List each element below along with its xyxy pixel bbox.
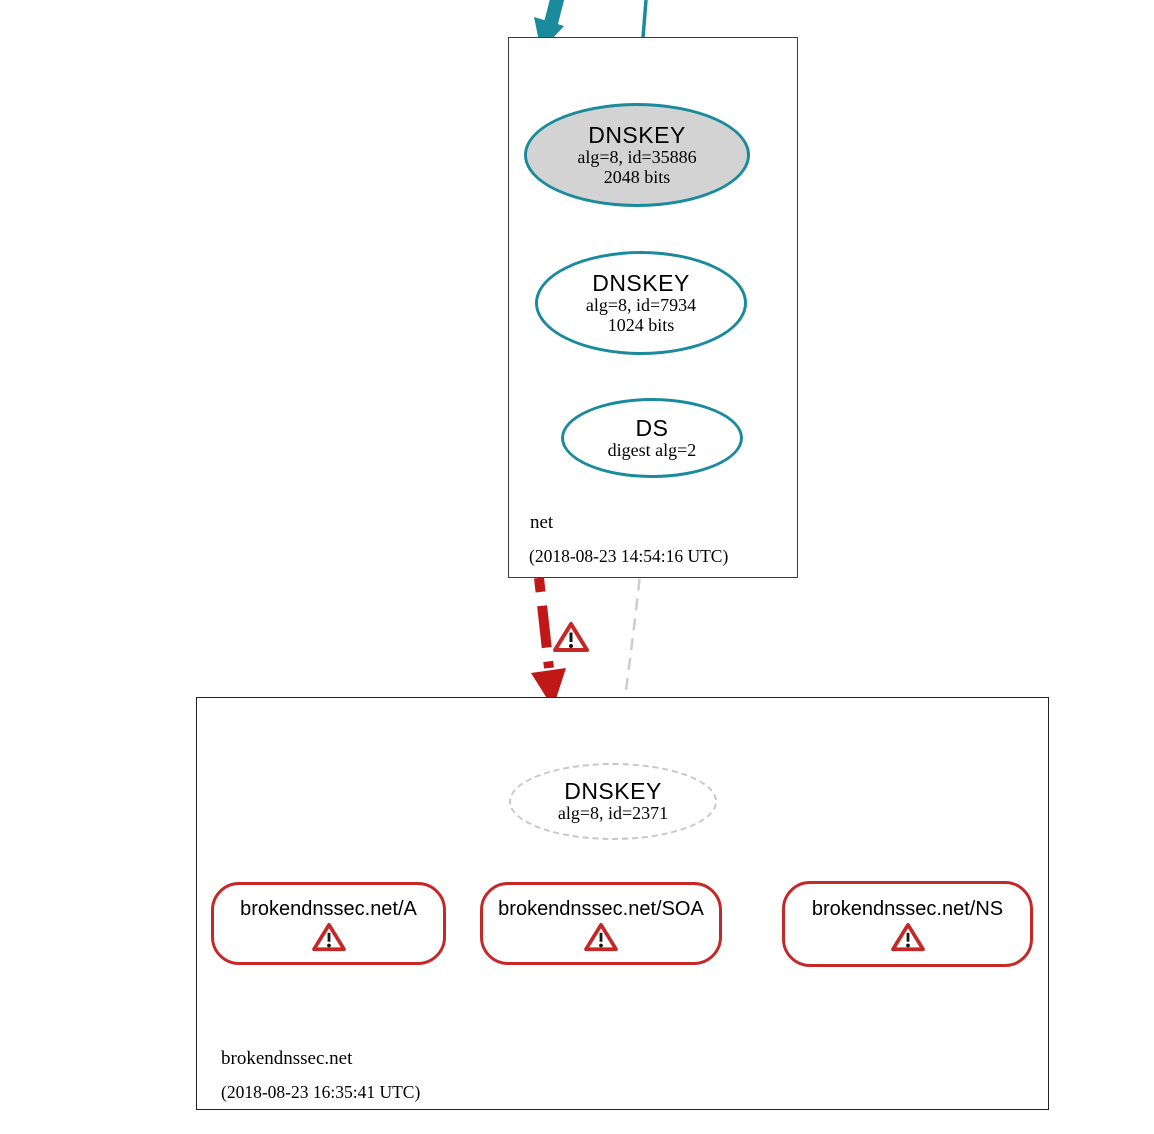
node-detail-bits: 1024 bits	[607, 315, 675, 336]
node-label: DS	[635, 414, 669, 441]
node-label: DNSKEY	[588, 121, 686, 148]
node-detail-alg: alg=8, id=7934	[585, 294, 697, 315]
node-detail-alg: alg=8, id=35886	[577, 146, 697, 167]
node-dnskey-2371[interactable]	[509, 763, 717, 840]
rrset-label: brokendnssec.net/A	[240, 897, 417, 920]
rrset-brokendnssec-net-ns[interactable]	[782, 881, 1033, 967]
node-label: DNSKEY	[564, 778, 662, 805]
zone-name-net: net	[530, 512, 554, 533]
rrset-label: brokendnssec.net/NS	[811, 898, 1004, 920]
node-ds[interactable]	[561, 398, 743, 478]
node-dnskey-7934[interactable]	[535, 251, 747, 355]
node-detail-bits: 2048 bits	[603, 167, 671, 188]
rrset-brokendnssec-net-soa[interactable]	[480, 882, 722, 965]
warning-icon	[891, 922, 925, 952]
zone-timestamp-brokendnssec: (2018-08-23 16:35:41 UTC)	[221, 1082, 421, 1102]
zone-timestamp-net: (2018-08-23 14:54:16 UTC)	[529, 546, 729, 566]
node-dnskey-35886[interactable]	[524, 103, 750, 207]
node-detail-alg: alg=8, id=2371	[557, 803, 669, 824]
node-detail-digest: digest alg=2	[607, 439, 697, 460]
rrset-brokendnssec-net-a[interactable]	[211, 882, 446, 965]
warning-icon	[553, 620, 589, 654]
rrset-label: brokendnssec.net/SOA	[498, 897, 704, 920]
node-label: DNSKEY	[592, 269, 690, 296]
zone-name-brokendnssec: brokendnssec.net	[221, 1048, 353, 1069]
warning-icon	[312, 922, 346, 952]
warning-icon	[584, 922, 618, 952]
